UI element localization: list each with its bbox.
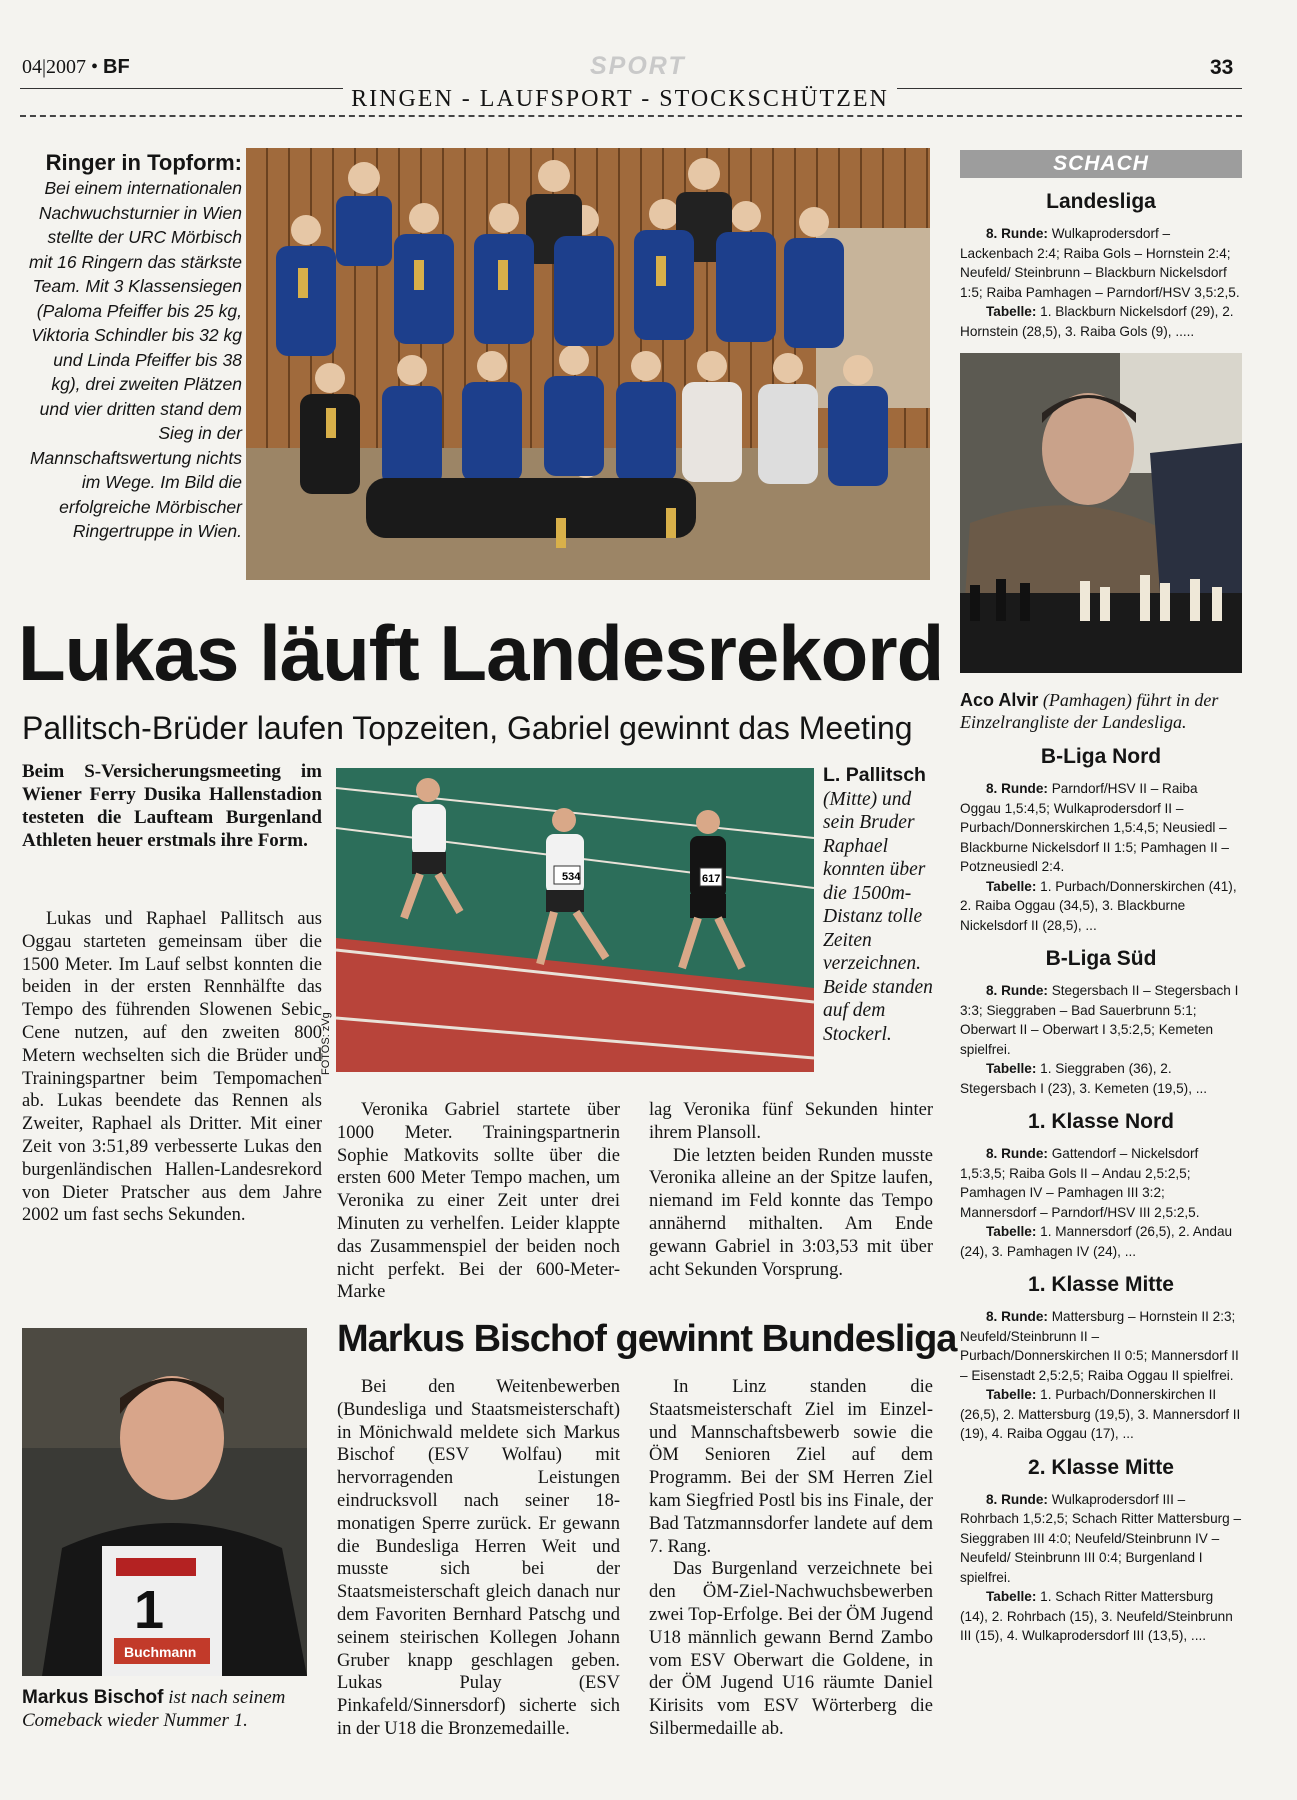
league-results-landesliga bbox=[960, 224, 1242, 341]
publication-name: BF bbox=[103, 56, 130, 78]
main-subheadline: Pallitsch-Brüder laufen Topzeiten, Gabriel gewinnt das Meeting bbox=[22, 710, 913, 746]
bischof-bib-number: 1 bbox=[134, 1580, 165, 1640]
alvir-photo-caption bbox=[960, 689, 1242, 733]
runner-bib-617: 617 bbox=[702, 873, 721, 885]
table-standings: 1. Schach Ritter Mattersburg (14), 2. Rohrbach (15), 3. Neufeld/Steinbrunn III (15), 4. Wulkaprodersdorf III (13,5), .... bbox=[960, 1589, 1233, 1643]
second-headline: Markus Bischof gewinnt Bundesliga bbox=[337, 1318, 957, 1360]
main-col2-paragraph: Veronika Gabriel startete über 1000 Meter. Trainingspartnerin Sophie Matkovits sollte über die ersten 600 Meter Tempo machen, um Veronika zu einer Zeit unter drei Minuten zu verhelfen. Leider klappte das Zusammenspiel der beiden noch nicht perfekt. Bei der 600-Meter-Marke bbox=[337, 1100, 620, 1303]
section-topics bbox=[300, 86, 940, 113]
league-results-2-klasse-mitte bbox=[960, 1490, 1242, 1646]
round-results: Parndorf/HSV II – Raiba Oggau 1,5:4,5; Wulkaprodersdorf II – Purbach/Donnerskirchen 1,5:4,5; Neusiedl – Blackburne Nickelsdorf II 1:5; Pamhagen II – Potzneusiedl 2:4. bbox=[960, 781, 1229, 874]
league-title-1-klasse-nord: 1. Klasse Nord bbox=[1028, 1110, 1174, 1133]
round-label: 8. Runde: bbox=[986, 1146, 1048, 1161]
chess-section-header: SCHACH bbox=[960, 150, 1242, 178]
chess-column bbox=[960, 150, 1242, 1646]
main-paragraph-1: Lukas und Raphael Pallitsch aus Oggau starteten gemeinsam über die 1500 Meter. Im Lauf selbst konnten die beiden in der ersten Rennhälfte das Tempo des führenden Slowenen Sebic Cene nutzen, auf den zweiten 800 Metern wechselten sich die Brüder und Trainingspartner beim Tempomachen ab. Lukas beendete das Rennen als Zweiter, Raphael als Dritter. Mit einer Zeit von 3:51,89 verbesserte Lukas den burgenländischen Hallen-Landesrekord von Dieter Pratscher aus dem Jahre 2002 um fast sechs Sekunden. bbox=[22, 909, 322, 1226]
runners-photo bbox=[336, 768, 814, 1072]
alvir-photo-illustration bbox=[960, 353, 1242, 673]
second-col3-paragraph-1: In Linz standen die Staatsmeisterschaft Ziel im Einzel- und Mannschaftsbewerb sowie die ÖM Senioren Ziel auf dem Programm. Bei der SM Herren Ziel kam Siegfried Postl bis ins Finale, der Bad Tatzmannsdorfer landete auf dem 7. Rang. bbox=[649, 1377, 933, 1557]
issue-bullet: • bbox=[91, 56, 99, 78]
table-label: Tabelle: bbox=[986, 1224, 1037, 1239]
league-results-1-klasse-mitte bbox=[960, 1307, 1242, 1444]
ringer-photo-illustration bbox=[246, 148, 930, 580]
runners-photo-caption bbox=[823, 764, 941, 1046]
section-topics-text: RINGEN - LAUFSPORT - STOCKSCHÜTZEN bbox=[343, 86, 897, 112]
section-name: SPORT bbox=[590, 52, 686, 80]
table-standings: 1. Blackburn Nickelsdorf (29), 2. Hornstein (28,5), 3. Raiba Gols (9), ..... bbox=[960, 304, 1234, 339]
page-number: 33 bbox=[1210, 56, 1234, 79]
round-results: Stegersbach II – Stegersbach I 3:3; Sieggraben – Bad Sauerbrunn 5:1; Oberwart II – Oberwart I 3,5:2,5; Kemeten spielfrei. bbox=[960, 983, 1239, 1057]
ringer-caption-title: Ringer in Topform: bbox=[45, 150, 242, 175]
runners-photo-illustration bbox=[336, 768, 814, 1072]
table-standings: 1. Sieggraben (36), 2. Stegersbach I (23), 3. Kemeten (19,5), ... bbox=[960, 1061, 1208, 1096]
table-label: Tabelle: bbox=[986, 1387, 1037, 1402]
league-results-1-klasse-nord bbox=[960, 1144, 1242, 1261]
main-lead: Beim S-Versicherungsmeeting im Wiener Ferry Dusika Hallenstadion testeten die Laufteam Burgenland Athleten heuer erstmals ihre Form. bbox=[22, 761, 322, 851]
main-column-2 bbox=[337, 1099, 620, 1304]
league-results-bliga-nord bbox=[960, 779, 1242, 935]
league-title-landesliga: Landesliga bbox=[1046, 190, 1156, 213]
table-label: Tabelle: bbox=[986, 304, 1037, 319]
main-column-1 bbox=[22, 908, 322, 1227]
round-label: 8. Runde: bbox=[986, 1309, 1048, 1324]
second-col2-paragraph: Bei den Weitenbewerben (Bundesliga und Staatsmeisterschaft) in Mönichwald meldete sich Markus Bischof (ESV Wolfau) mit hervorragenden Leistungen eindrucksvoll nach seiner 18-monatigen Sperre zurück. Er gewann die Bundesliga Herren Weit und musste sich bei der Staatsmeisterschaft gleich danach nur dem Favoriten Bernhard Patschg und seinem steirischen Kollegen Johann Gruber knapp geschlagen geben. Lukas Pulay (ESV Pinkafeld/Sinnersdorf) sicherte sich in der U18 die Bronzemedaille. bbox=[337, 1377, 620, 1739]
header-dashed-rule bbox=[20, 115, 1242, 117]
second-column-2 bbox=[337, 1376, 620, 1741]
table-label: Tabelle: bbox=[986, 1589, 1037, 1604]
table-standings: 1. Mannersdorf (26,5), 2. Andau (24), 3. Pamhagen IV (24), ... bbox=[960, 1224, 1233, 1259]
photo-credit: FOTOS: zVg bbox=[320, 1012, 332, 1075]
alvir-photo bbox=[960, 353, 1242, 673]
runners-caption-text: (Mitte) und sein Bruder Raphael konnten über die 1500m-Distanz tolle Zeiten verzeichnen. Beide standen auf dem Stockerl. bbox=[823, 788, 933, 1045]
ringer-team-photo bbox=[246, 148, 930, 580]
main-col3-paragraph-2: Die letzten beiden Runden musste Veronika alleine an der Spitze laufen, niemand im Feld konnte das Tempo annähernd mithalten. Am Ende gewann Gabriel in 3:03,53 mit über acht Sekunden Vorsprung. bbox=[649, 1145, 933, 1280]
league-title-1-klasse-mitte: 1. Klasse Mitte bbox=[1028, 1273, 1174, 1296]
round-label: 8. Runde: bbox=[986, 781, 1048, 796]
main-column-3 bbox=[649, 1099, 933, 1281]
round-label: 8. Runde: bbox=[986, 983, 1048, 998]
ringer-caption bbox=[22, 150, 242, 580]
round-label: 8. Runde: bbox=[986, 1491, 1048, 1507]
ringer-caption-text: Bei einem internationalen Nachwuchsturnier in Wien stellte der URC Mörbisch mit 16 Ringern das stärkste Team. Mit 3 Klassensiegen (Paloma Pfeiffer bis 25 kg, Viktoria Schindler bis 32 kg und Linda Pfeiffer bis 38 kg), drei zweiten Plätzen und vier dritten stand dem Sieg in der Mannschaftswertung nichts im Wege. Im Bild die erfolgreiche Mörbischer Ringertruppe in Wien. bbox=[28, 178, 242, 541]
second-column-3 bbox=[649, 1376, 933, 1741]
main-col3-paragraph-1: lag Veronika fünf Sekunden hinter ihrem Plansoll. bbox=[649, 1100, 933, 1143]
round-results: Wulkaprodersdorf – Lackenbach 2:4; Raiba Gols – Hornstein 2:4; Neufeld/ Steinbrunn – Blackburn Nickelsdorf 1:5; Raiba Pamhagen – Parndorf/HSV 3,5:2,5. bbox=[960, 226, 1240, 300]
table-label: Tabelle: bbox=[986, 1061, 1037, 1076]
bischof-caption-name: Markus Bischof bbox=[22, 1687, 164, 1708]
league-title-bliga-sued: B-Liga Süd bbox=[1045, 947, 1157, 970]
table-standings: 1. Purbach/Donnerskirchen (41), 2. Raiba Oggau (34,5), 3. Blackburne Nickelsdorf II (28,5), ... bbox=[960, 878, 1237, 933]
table-label: Tabelle: bbox=[986, 878, 1037, 894]
bischof-bib-sponsor: Buchmann bbox=[124, 1644, 197, 1660]
runners-caption-name: L. Pallitsch bbox=[823, 764, 926, 786]
bischof-caption-text: ist nach seinem Comeback wieder Nummer 1. bbox=[22, 1687, 286, 1731]
league-title-2-klasse-mitte: 2. Klasse Mitte bbox=[1028, 1455, 1174, 1479]
alvir-caption-name: Aco Alvir bbox=[960, 690, 1039, 710]
league-results-bliga-sued bbox=[960, 981, 1242, 1098]
issue-line bbox=[22, 56, 130, 79]
round-results: Gattendorf – Nickelsdorf 1,5:3,5; Raiba Gols II – Andau 2,5:2,5; Pamhagen IV – Pamhagen III 3:2; Mannersdorf – Parndorf/HSV III 2,5:2,5. bbox=[960, 1146, 1200, 1220]
alvir-caption-text: (Pamhagen) führt in der Einzelrangliste der Landesliga. bbox=[960, 690, 1219, 732]
second-col3-paragraph-2: Das Burgenland verzeichnete bei den ÖM-Ziel-Nachwuchsbewerben zwei Top-Erfolge. Bei der ÖM Jugend U18 männlich gewann Bernd Zambo vom ESV Oberwart die Goldene, in der ÖM Jugend U16 räumte Daniel Kirisits vom ESV Wörterberg die Silbermedaille ab. bbox=[649, 1559, 934, 1739]
bischof-photo-caption bbox=[22, 1686, 307, 1732]
round-results: Wulkaprodersdorf III – Rohrbach 1,5:2,5; Schach Ritter Mattersburg – Sieggraben III 4:0; Neufeld/Steinbrunn IV – Neufeld/ Steinbrunn III 0:4; Burgenland I spielfrei. bbox=[960, 1491, 1242, 1585]
league-title-bliga-nord: B-Liga Nord bbox=[1040, 745, 1162, 768]
bischof-photo-illustration bbox=[22, 1328, 307, 1676]
issue-number: 04|2007 bbox=[22, 56, 87, 78]
bischof-photo bbox=[22, 1328, 307, 1676]
round-results: Mattersburg – Hornstein II 2:3; Neufeld/Steinbrunn II – Purbach/Donnerskirchen II 0:5; Mannersdorf II – Eisenstadt 2,5:2,5; Raiba Oggau II spielfrei. bbox=[960, 1309, 1239, 1383]
round-label: 8. Runde: bbox=[986, 226, 1048, 241]
table-standings: 1. Purbach/Donnerskirchen II (26,5), 2. Mattersburg (19,5), 3. Mannersdorf II (19), 4. Raiba Oggau (17), ... bbox=[960, 1387, 1241, 1441]
main-headline: Lukas läuft Landesrekord bbox=[18, 609, 944, 697]
runner-bib-534: 534 bbox=[562, 871, 581, 883]
